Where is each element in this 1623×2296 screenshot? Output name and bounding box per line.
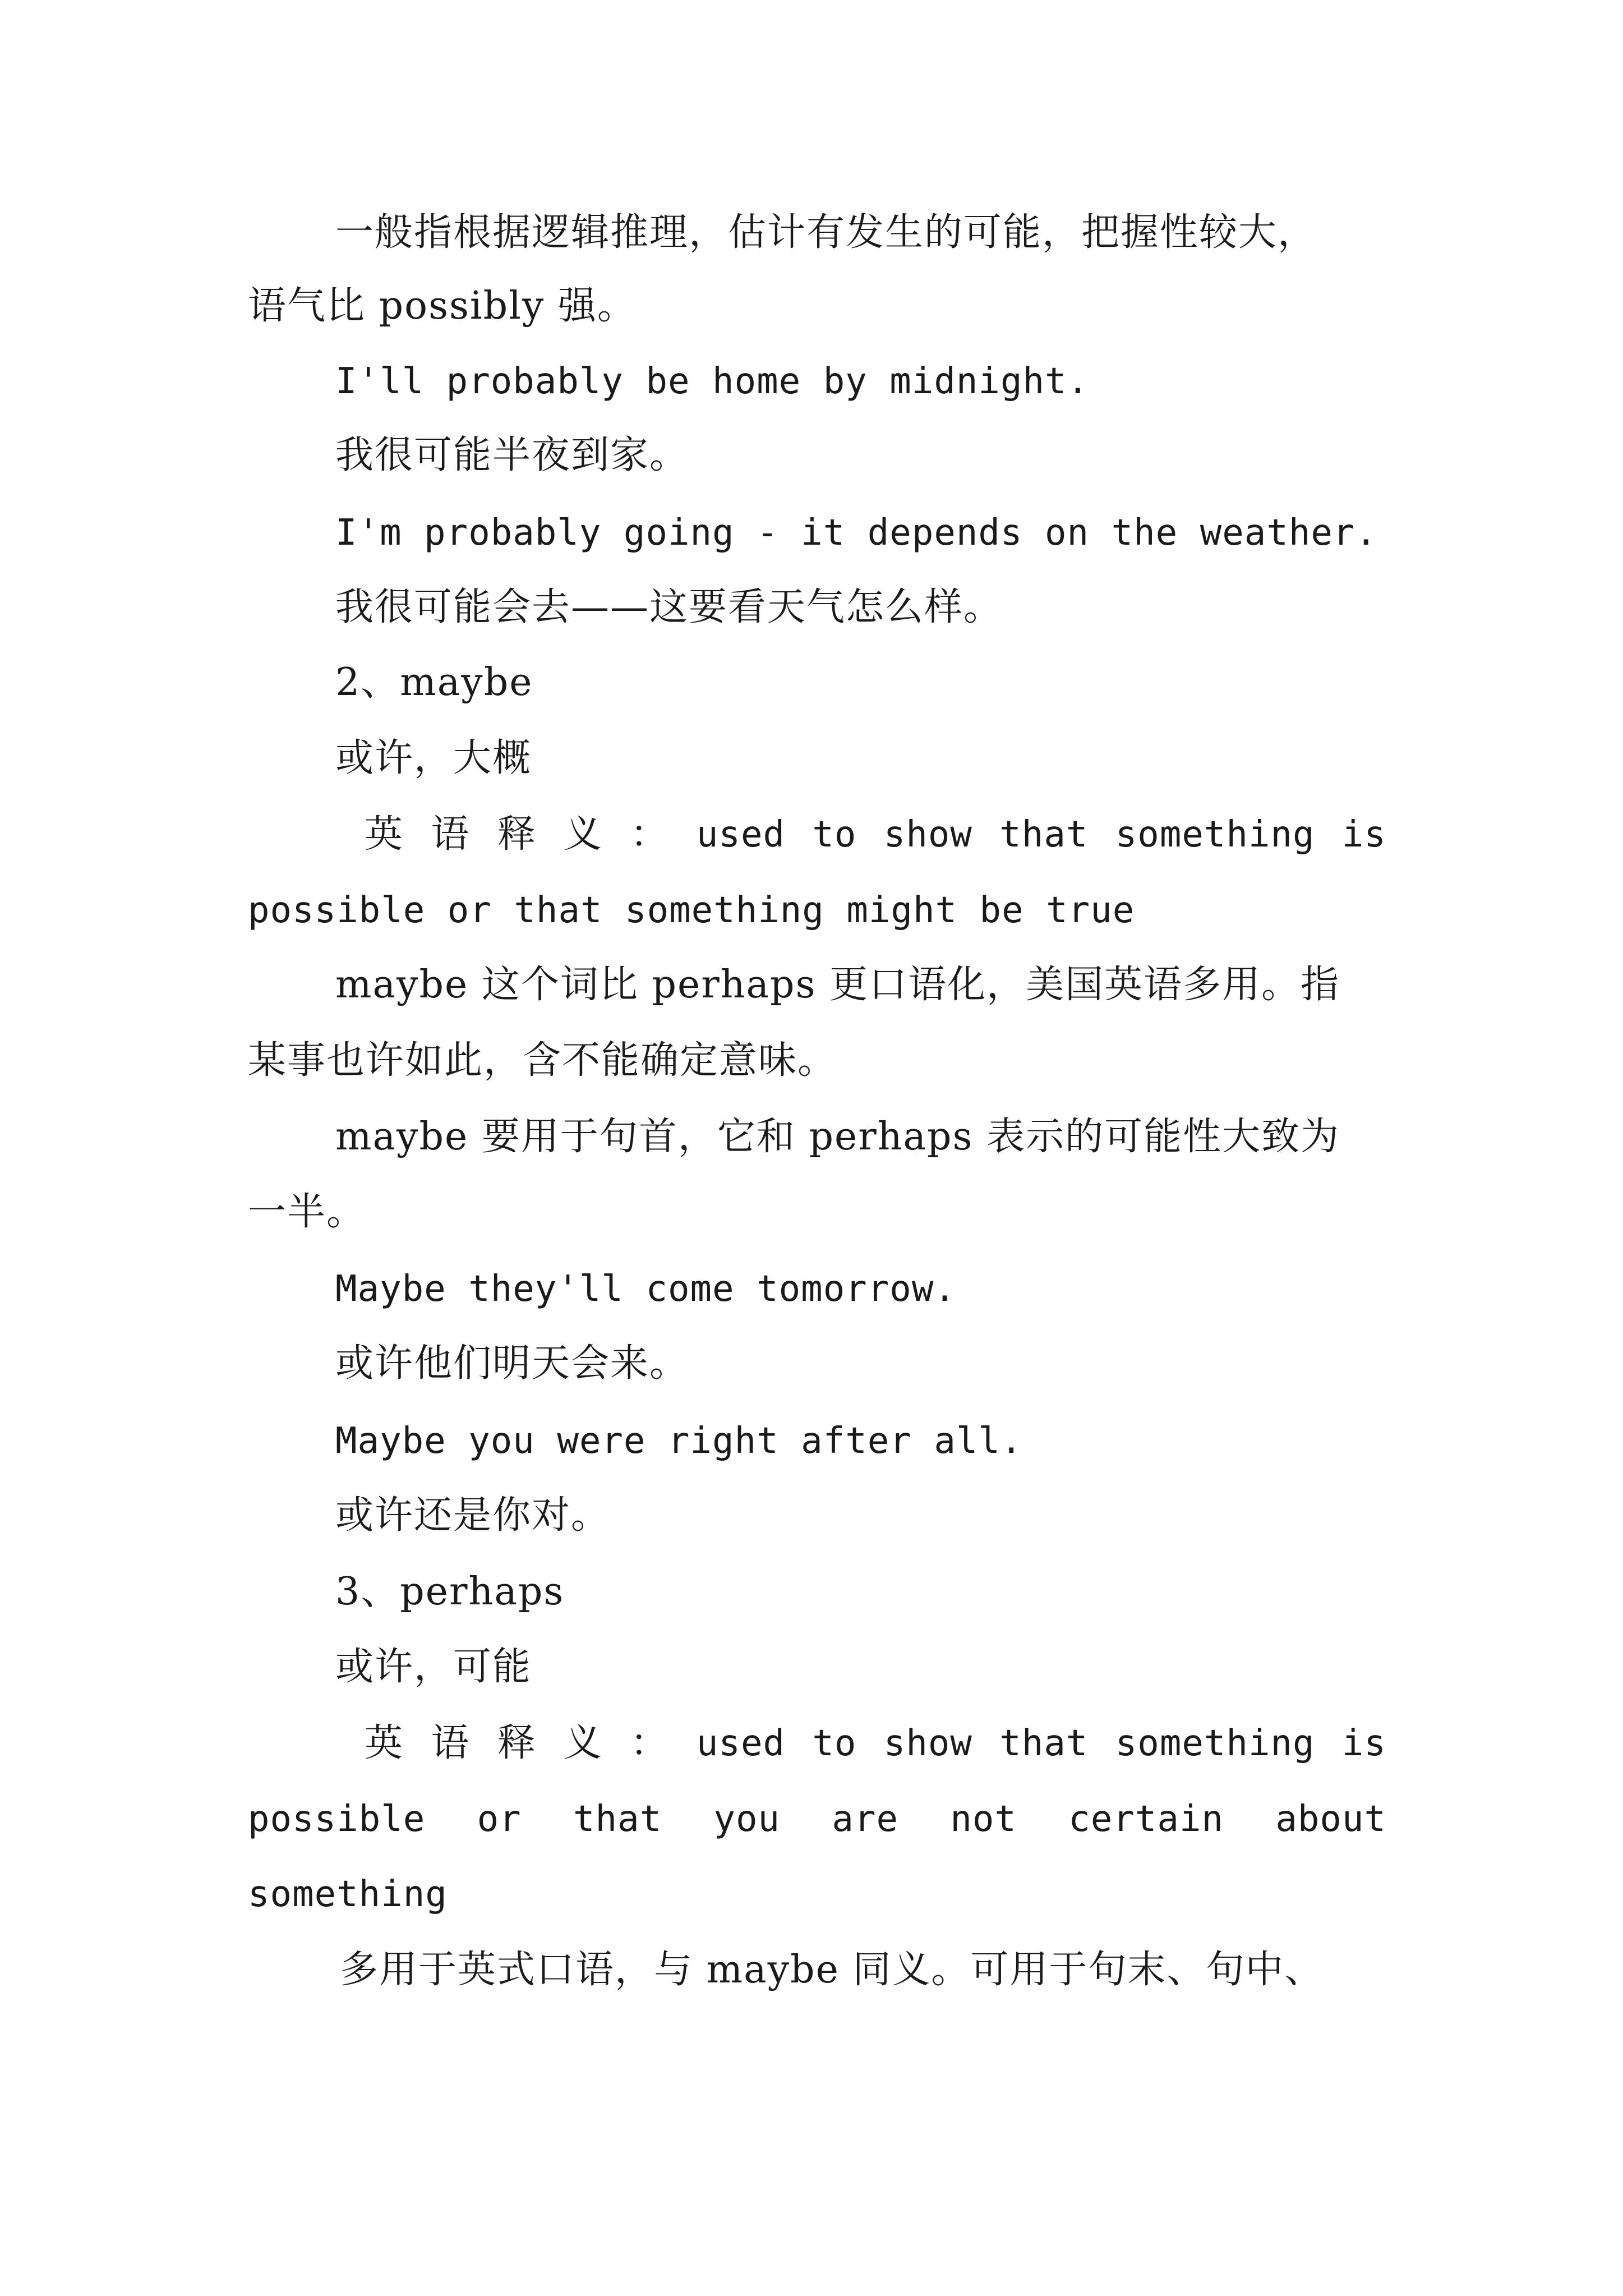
word: to [812,1723,857,1764]
example-chinese: 或许还是你对。 [335,1493,611,1538]
paragraph-line: 语气比 possibly 强。 [248,284,637,328]
word: is [1341,1723,1386,1764]
word: not [950,1798,1017,1840]
word: 义 [564,1721,603,1765]
word: to [812,814,857,855]
example-chinese: 或许他们明天会来。 [335,1341,689,1386]
paragraph-line: 一般指根据逻辑推理，估计有发生的可能，把握性较大， [335,210,1317,255]
paragraph-line: maybe 要用于句首，它和 perhaps 表示的可能性大致为 [335,1115,1340,1159]
word: ： [630,1721,670,1765]
word: you [713,1798,781,1840]
word: 英 [365,812,404,857]
example-english: Maybe you were right after all. [335,1420,1023,1462]
word: or [477,1798,522,1840]
word: that [573,1798,662,1840]
example-english: I'm probably going - it depends on the weather. [335,512,1377,554]
section-heading: 3、perhaps [335,1570,565,1614]
section-translation: 或许，可能 [335,1645,532,1689]
example-chinese: 我很可能会去——这要看天气怎么样。 [335,585,1003,629]
word: used [696,814,785,855]
word: is [1341,814,1386,855]
definition-line [365,1721,1386,1766]
word: show [883,814,972,855]
word: 英 [365,1721,404,1765]
paragraph-line: 多用于英式口语，与 maybe 同义。可用于句末、句中、 [340,1948,1324,1992]
example-english: Maybe they'll come tomorrow. [335,1268,956,1310]
definition-line [248,1797,1386,1842]
word: that [999,814,1089,855]
word: 语 [431,1721,471,1765]
word: 义 [564,812,603,857]
paragraph-line: maybe 这个词比 perhaps 更口语化，美国英语多用。指 [335,963,1340,1007]
word: possible [248,1798,426,1840]
word: 语 [431,812,471,857]
word: 释 [497,812,537,857]
example-chinese: 我很可能半夜到家。 [335,433,689,477]
word: something [1115,1723,1315,1764]
example-english: I'll probably be home by midnight. [335,361,1090,402]
definition-line: something [248,1874,448,1915]
word: show [883,1723,972,1764]
section-heading: 2、maybe [335,660,533,705]
definition-line [365,812,1386,857]
paragraph-line: 一半。 [248,1190,366,1234]
word: ： [630,812,670,857]
word: 释 [497,1721,537,1765]
word: that [999,1723,1089,1764]
definition-line: possible or that something might be true [248,890,1135,931]
word: about [1275,1798,1386,1840]
word: used [696,1723,785,1764]
word: certain [1068,1798,1224,1840]
word: are [832,1798,898,1840]
word: something [1115,814,1315,855]
section-translation: 或许，大概 [335,736,532,780]
paragraph-line: 某事也许如此，含不能确定意味。 [248,1038,837,1083]
